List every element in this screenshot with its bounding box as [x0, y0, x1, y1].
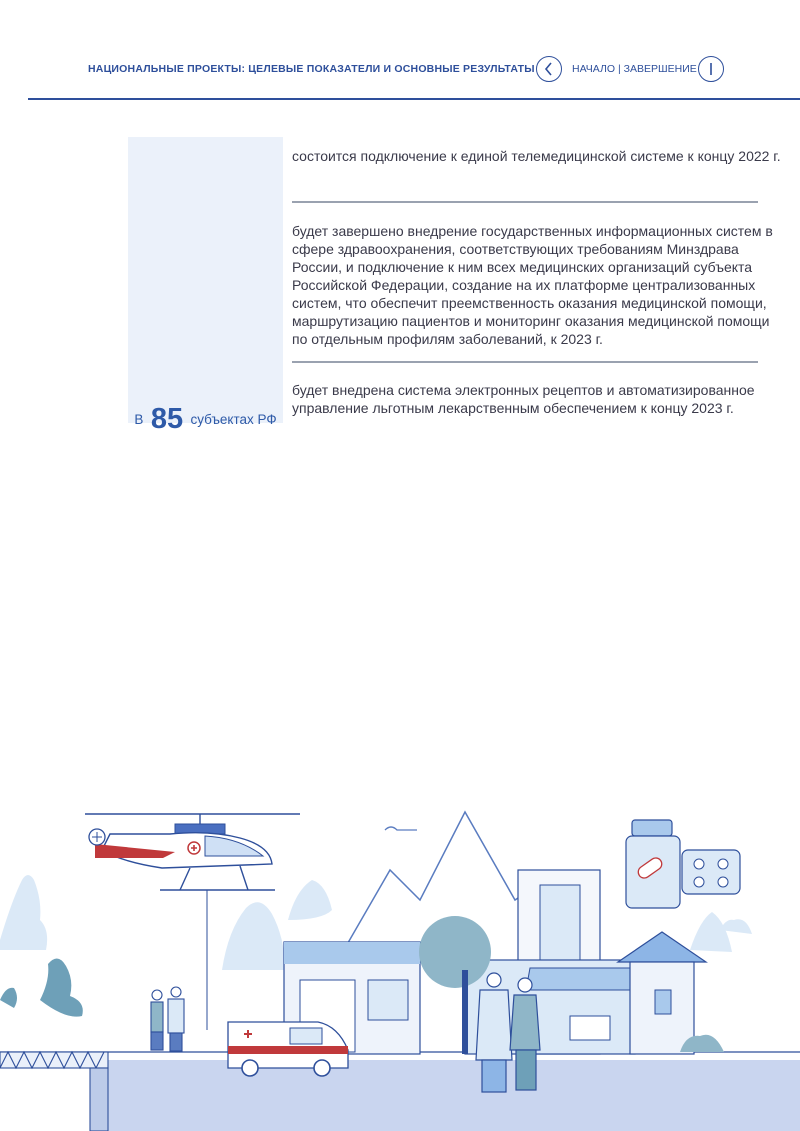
ground	[108, 1060, 800, 1131]
stat-number: 85	[150, 403, 184, 435]
list-item: будет внедрена система электронных рецептов и автоматизированное управление льготным лекарственным обеспечением к концу 2023 г.	[292, 382, 755, 416]
page-header	[0, 0, 800, 100]
nav-end-link[interactable]: ЗАВЕРШЕНИЕ	[623, 63, 697, 75]
medicine-bottle	[626, 820, 680, 908]
end-button[interactable]	[698, 56, 724, 82]
healthcare-illustration	[0, 790, 800, 1131]
header-title: НАЦИОНАЛЬНЫЕ ПРОЕКТЫ: ЦЕЛЕВЫЕ ПОКАЗАТЕЛИ И ОСНОВНЫЕ РЕЗУЛЬТАТЫ	[88, 63, 535, 75]
list-item: состоится подключение к единой телемедицинской системе к концу 2022 г.	[292, 148, 781, 164]
ambulance	[228, 1022, 348, 1076]
house	[618, 932, 706, 1054]
medical-staff-left	[151, 987, 184, 1051]
divider	[292, 201, 758, 203]
stat-panel	[128, 137, 283, 435]
left-trees	[0, 958, 83, 1016]
header-rule	[28, 98, 800, 100]
divider	[292, 361, 758, 363]
back-button[interactable]	[536, 56, 562, 82]
bridge-truss	[0, 1052, 108, 1131]
bar-icon	[706, 62, 716, 76]
pill-blister	[682, 850, 740, 894]
stat-suffix: субъектах РФ	[190, 412, 277, 427]
nav-links	[572, 63, 697, 75]
stat-prefix: В	[134, 412, 144, 427]
nav-start-link[interactable]: НАЧАЛО	[572, 63, 616, 75]
stat-line	[128, 399, 283, 435]
nav-separator: |	[617, 63, 621, 75]
list-item: будет завершено внедрение государственных информационных систем в сфере здравоохранения, соответствующих требованиям Минздрава России, и подключение к ним всех медицинских организаций субъекта Российской Федерации, создание на их платформе централизованных систем, что обеспечит преемственность оказания медицинской помощи, маршрутизацию пациентов и мониторинг оказания медицинской помощи по отдельным профилям заболеваний, к 2023 г.	[292, 223, 773, 347]
chevron-left-icon	[543, 62, 555, 76]
